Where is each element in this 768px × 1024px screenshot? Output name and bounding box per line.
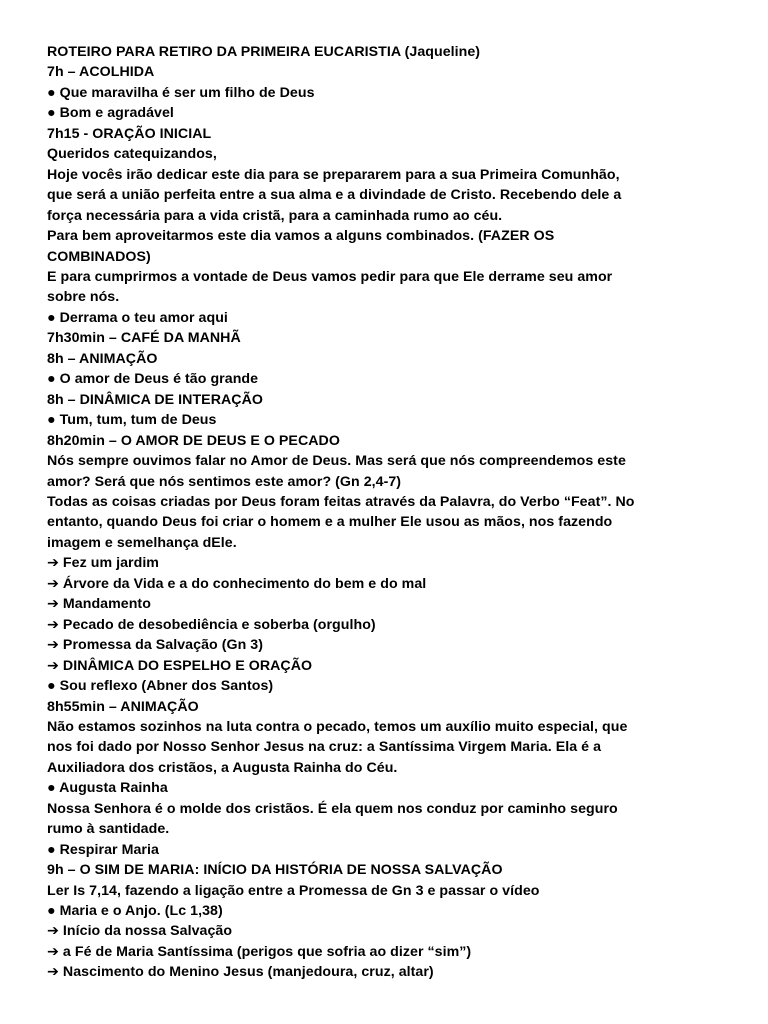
document-line: 8h20min – O AMOR DE DEUS E O PECADO xyxy=(47,432,340,449)
document-line: ➔ Mandamento xyxy=(47,596,151,613)
document-line: ● Respirar Maria xyxy=(47,841,159,858)
document-line: força necessária para a vida cristã, para a caminhada rumo ao céu. xyxy=(47,207,503,224)
document-line: Ler Is 7,14, fazendo a ligação entre a Promessa de Gn 3 e passar o vídeo xyxy=(47,882,540,899)
document-line: Não estamos sozinhos na luta contra o pecado, temos um auxílio muito especial, que xyxy=(47,718,628,735)
document-line: ➔ Árvore da Vida e a do conhecimento do bem e do mal xyxy=(47,575,427,592)
document-line: Queridos catequizandos, xyxy=(47,146,217,163)
document-line: ● Maria e o Anjo. (Lc 1,38) xyxy=(47,903,223,920)
document-line: nos foi dado por Nosso Senhor Jesus na cruz: a Santíssima Virgem Maria. Ela é a xyxy=(47,739,602,756)
document-line: ● Augusta Rainha xyxy=(47,780,168,797)
document-line: ➔ Início da nossa Salvação xyxy=(47,923,233,940)
document-line: rumo à santidade. xyxy=(47,821,170,838)
document-body xyxy=(47,42,737,983)
document-line: Nós sempre ouvimos falar no Amor de Deus. Mas será que nós compreendemos este xyxy=(47,453,626,470)
document-line: ● Tum, tum, tum de Deus xyxy=(47,412,217,429)
document-line: amor? Será que nós sentimos este amor? (Gn 2,4-7) xyxy=(47,473,402,490)
document-line: Nossa Senhora é o molde dos cristãos. É ela quem nos conduz por caminho seguro xyxy=(47,800,618,817)
document-line: 8h55min – ANIMAÇÃO xyxy=(47,698,199,715)
document-line: COMBINADOS) xyxy=(47,248,151,265)
document-line: 7h30min – CAFÉ DA MANHÃ xyxy=(47,330,241,347)
document-line: Auxiliadora dos cristãos, a Augusta Rainha do Céu. xyxy=(47,759,398,776)
document-line: ➔ a Fé de Maria Santíssima (perigos que sofria ao dizer “sim”) xyxy=(47,943,472,960)
document-line: 8h – DINÂMICA DE INTERAÇÃO xyxy=(47,391,263,408)
document-line: sobre nós. xyxy=(47,289,120,306)
document-line: ● Bom e agradável xyxy=(47,105,174,122)
document-line: Para bem aproveitarmos este dia vamos a alguns combinados. (FAZER OS xyxy=(47,228,555,245)
document-line: ● Que maravilha é ser um filho de Deus xyxy=(47,84,315,101)
document-line: que será a união perfeita entre a sua alma e a divindade de Cristo. Recebendo dele a xyxy=(47,187,622,204)
document-line: 7h15 - ORAÇÃO INICIAL xyxy=(47,125,212,142)
document-line: ➔ Pecado de desobediência e soberba (orgulho) xyxy=(47,616,376,633)
document-line: E para cumprirmos a vontade de Deus vamos pedir para que Ele derrame seu amor xyxy=(47,268,613,285)
document-line: Hoje vocês irão dedicar este dia para se prepararem para a sua Primeira Comunhão, xyxy=(47,166,620,183)
document-line: ➔ DINÂMICA DO ESPELHO E ORAÇÃO xyxy=(47,657,313,674)
document-line: 8h – ANIMAÇÃO xyxy=(47,350,158,367)
document-line: Todas as coisas criadas por Deus foram feitas através da Palavra, do Verbo “Feat”. No xyxy=(47,493,635,510)
document-line: imagem e semelhança dEle. xyxy=(47,534,237,551)
document-line: ➔ Nascimento do Menino Jesus (manjedoura, cruz, altar) xyxy=(47,964,434,981)
document-line: ● O amor de Deus é tão grande xyxy=(47,371,259,388)
document-line: 9h – O SIM DE MARIA: INÍCIO DA HISTÓRIA DE NOSSA SALVAÇÃO xyxy=(47,862,503,879)
document-line: 7h – ACOLHIDA xyxy=(47,64,155,81)
document-line: ➔ Fez um jardim xyxy=(47,555,159,572)
document-line: ➔ Promessa da Salvação (Gn 3) xyxy=(47,637,263,654)
document-line: ● Sou reflexo (Abner dos Santos) xyxy=(47,678,274,695)
document-line: ● Derrama o teu amor aqui xyxy=(47,309,228,326)
document-line: ROTEIRO PARA RETIRO DA PRIMEIRA EUCARISTIA (Jaqueline) xyxy=(47,44,481,60)
document-line: entanto, quando Deus foi criar o homem e a mulher Ele usou as mãos, nos fazendo xyxy=(47,514,613,531)
